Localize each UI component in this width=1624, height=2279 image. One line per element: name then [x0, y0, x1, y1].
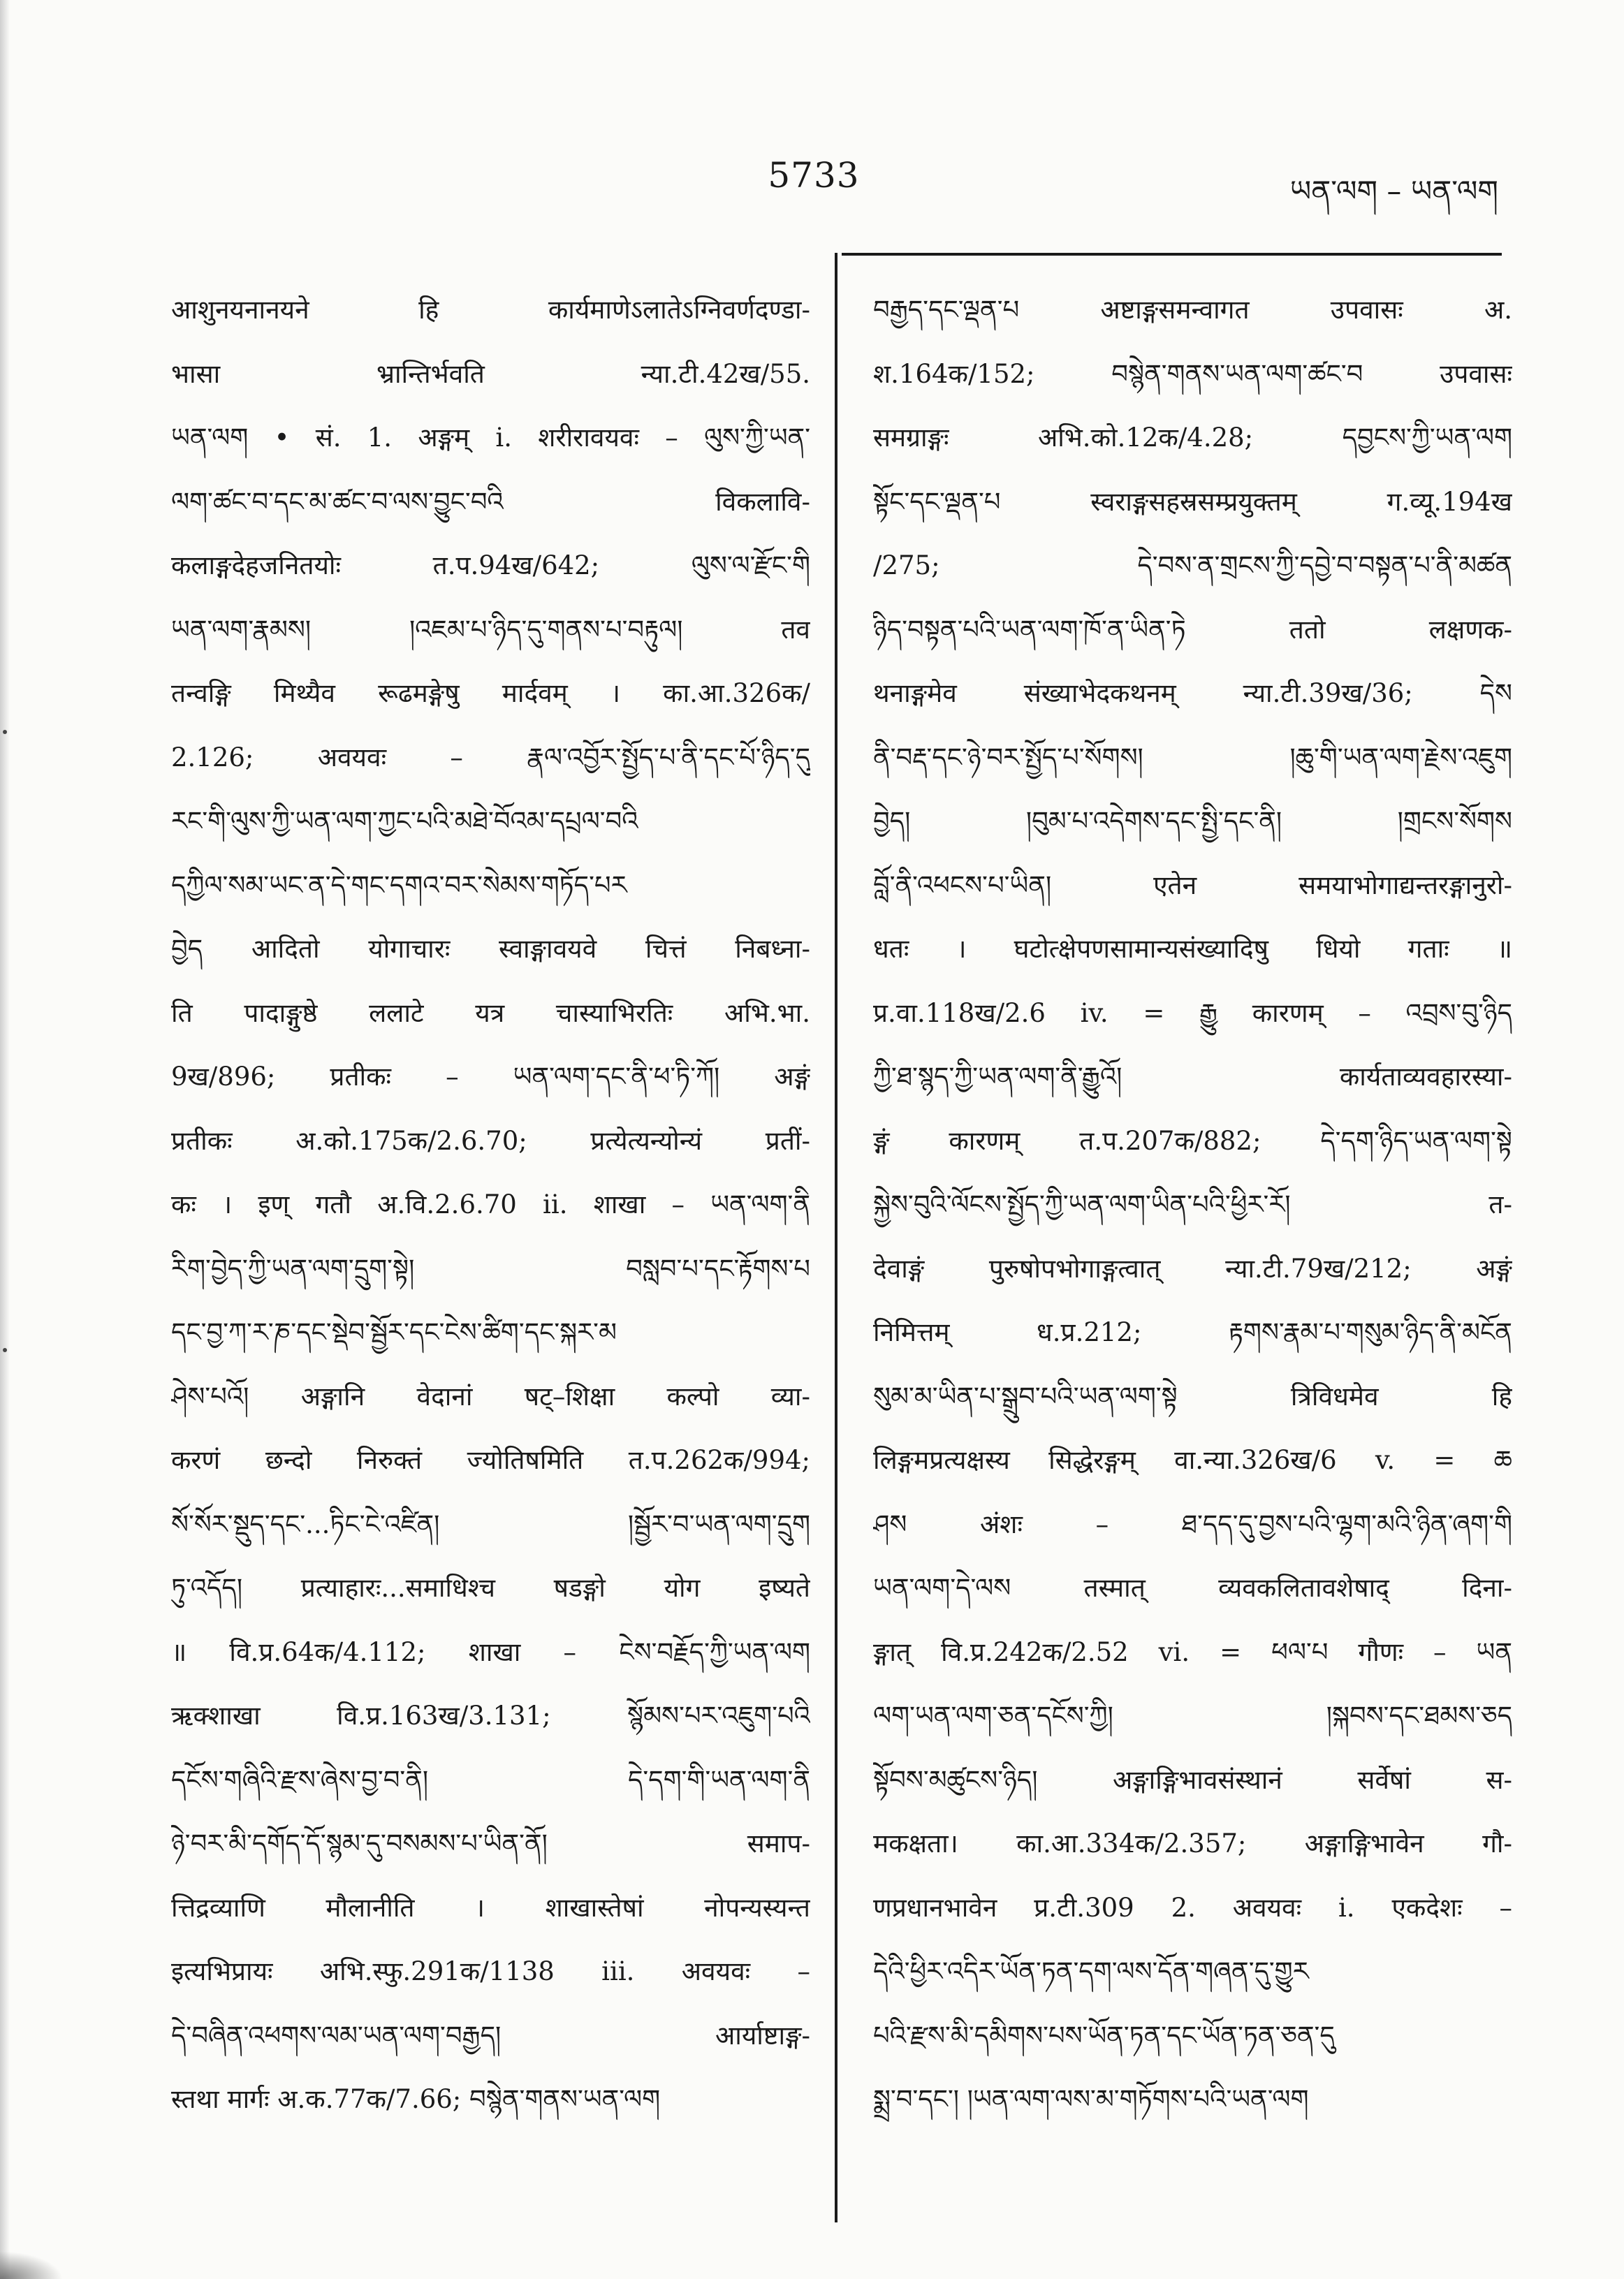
- text-line: དེ་བཞིན་འཕགས་ལམ་ཡན་ལག་བརྒྱད། आर्याष्टाङ्ग-: [171, 2020, 810, 2051]
- text-line: समग्राङ्गः अभि.को.12क/4.28; དབྱངས་ཀྱི་ཡན་ལག: [873, 423, 1512, 453]
- text-line: ཤེས་པའོ། अङ्गानि वेदानां षट्–शिक्षा कल्पो व्या-: [171, 1381, 810, 1412]
- text-line: བརྒྱད་དང་ལྡན་པ अष्टाङ्गसमन्वागत उपवासः अ.: [873, 295, 1512, 325]
- text-line: ལག་ཚང་བ་དང་མ་ཚང་བ་ལས་བྱུང་བའི विकलावि-: [171, 486, 810, 517]
- text-line: སྐྱེས་བུའི་ལོངས་སྤྱོད་ཀྱི་ཡན་ལག་ཡིན་པའི་ཕྱིར་རོ། त-: [873, 1189, 1512, 1219]
- text-line: སོ་སོར་སྡུད་དང་...ཏིང་ངེ་འཛིན། །སྦྱོར་བ་ཡན་ལག་དྲུག: [171, 1509, 810, 1539]
- margin-mark: [3, 1348, 7, 1352]
- text-line: དང་བྱ་ཀ་ར་ཎ་དང་སྡེབ་སྦྱོར་དང་ངེས་ཚིག་དང་སྐར་མ: [171, 1317, 617, 1347]
- text-line: करणं छन्दो निरुक्तं ज्योतिषमिति त.प.262क/994;: [171, 1445, 810, 1475]
- text-line: ऋक्शाखा वि.प्र.163ख/3.131; སྙོམས་པར་འཇུག་པའི: [171, 1701, 810, 1731]
- text-line: ཡན་ལག • सं. 1. अङ्गम् i. शरीरावयवः – ལུས་ཀྱི་ཡན་: [171, 423, 810, 453]
- text-line: ཡན་ལག་རྣམས། །འཇམ་པ་ཉིད་དུ་གནས་པ་བརྟུལ། तव: [171, 614, 810, 645]
- text-line: लिङ्गमप्रत्यक्षस्य सिद्धेरङ्गम् वा.न्या.326ख/6 v. = ཆ: [873, 1445, 1512, 1475]
- text-line: ङ्गं कारणम् त.प.207क/882; དེ་དག་ཉིད་ཡན་ལག་སྟེ: [873, 1125, 1512, 1156]
- text-line: སྟོང་དང་ལྡན་པ स्वराङ्गसहस्रसम्प्रयुक्तम् ग.व्यू.194ख: [873, 486, 1512, 517]
- margin-mark: [3, 730, 7, 734]
- column-divider: [835, 253, 837, 2222]
- scan-corner-smudge: [0, 2251, 63, 2279]
- text-line: धतः । घटोत्क्षेपणसामान्यसंख्यादिषु धियो गताः ॥: [873, 934, 1512, 964]
- text-line: སྨྲ་བ་དང་། །ཡན་ལག་ལས་མ་གཏོགས་པའི་ཡན་ལག: [873, 2084, 1309, 2114]
- text-line: པའི་རྫས་མི་དམིགས་པས་ཡོན་ཏན་དང་ཡོན་ཏན་ཅན་དུ: [873, 2020, 1335, 2051]
- text-line: ति पादाङ्गुष्ठे ललाटे यत्र चास्याभिरतिः अभि.भा.: [171, 997, 810, 1028]
- text-line: भासा भ्रान्तिर्भवति न्या.टी.42ख/55.: [171, 358, 810, 389]
- right-column: [873, 278, 1512, 2132]
- text-line: ॥ वि.प्र.64क/4.112; शाखा – ངེས་བརྗོད་ཀྱི་ཡན་ལག: [171, 1636, 810, 1667]
- scan-edge-shadow: [0, 0, 10, 2279]
- text-line: 9ख/896; प्रतीकः – ཡན་ལག་དང་ནི་ཕ་ཏི་ཀོ། अङ्गं: [171, 1062, 810, 1092]
- text-line: आशुनयनानयने हि कार्यमाणेऽलातेऽग्निवर्णदण्डा-: [171, 295, 810, 325]
- text-line: मकक्षता। का.आ.334क/2.357; अङ्गाङ्गिभावेन गौ-: [873, 1829, 1512, 1859]
- text-line: ནི་བརྡ་དང་ཉེ་བར་སྤྱོད་པ་སོགས། །ཆུ་གི་ཡན་ལག་རྗེས་འཇུག: [873, 742, 1512, 772]
- page-number: 5733: [768, 155, 860, 196]
- text-line: स्तथा मार्गः अ.क.77क/7.66; བསྙེན་གནས་ཡན་ལག: [171, 2084, 661, 2114]
- text-line: प्र.वा.118ख/2.6 iv. = རྒྱུ कारणम् – འབྲས་བུ་ཉིད: [873, 997, 1512, 1028]
- text-line: སྟོབས་མཚུངས་ཉིད། अङ्गाङ्गिभावसंस्थानं सर्वेषां स-: [873, 1764, 1512, 1795]
- text-line: བློ་ནི་འཕངས་པ་ཡིན། एतेन समयाभोगाद्यन्तरङ्गानुरो-: [873, 870, 1512, 900]
- text-line: རིག་བྱེད་ཀྱི་ཡན་ལག་དྲུག་སྟེ། བསླབ་པ་དང་རྟོགས་པ: [171, 1253, 810, 1284]
- text-line: त्तिद्रव्याणि मौलानीति । शाखास्तेषां नोपन्यस्यन्त: [171, 1892, 810, 1923]
- text-line: ཤས अंशः – ཐ་དད་དུ་བྱས་པའི་ལྷག་མའི་ཉིན་ཞག་གི: [873, 1509, 1512, 1539]
- text-line: བྱེད आदितो योगाचारः स्वाङ्गावयवे चित्तं निबध्ना-: [171, 934, 810, 964]
- text-line: ङ्गात् वि.प्र.242क/2.52 vi. = ཕལ་པ गौणः – ཡན: [873, 1636, 1512, 1667]
- text-line: श.164क/152; བསྙེན་གནས་ཡན་ལག་ཚང་བ उपवासः: [873, 358, 1512, 389]
- text-line: णप्रधानभावेन प्र.टी.309 2. अवयवः i. एकदेशः –: [873, 1892, 1512, 1923]
- text-line: དེའི་ཕྱིར་འདིར་ཡོན་ཏན་དག་ལས་དོན་གཞན་དུ་གྱུར: [873, 1956, 1309, 1986]
- text-line: ཀྱི་ཐ་སྙད་ཀྱི་ཡན་ལག་ནི་རྒྱུའོ། कार्यताव्यवहारस्या-: [873, 1062, 1512, 1092]
- text-line: इत्यभिप्रायः अभि.स्फु.291क/1138 iii. अवयवः –: [171, 1956, 810, 1986]
- text-line: ཡན་ལག་དེ་ལས तस्मात् व्यवकलितावशेषाद् दिना-: [873, 1573, 1512, 1603]
- headword-guide: ཡན་ལག – ཡན་ལག: [1289, 174, 1498, 208]
- text-line: कलाङ्गदेहजनितयोः त.प.94ख/642; ལུས་ལ་རྫོང་གི: [171, 550, 810, 580]
- text-line: /275; དེ་བས་ན་གྲངས་ཀྱི་དབྱེ་བ་བསྟན་པ་ནི་མཚན: [873, 550, 1512, 580]
- text-line: བྱེད། །བུམ་པ་འདེགས་དང་སྤྱི་དང་ནི། །གྲངས་སོགས: [873, 806, 1512, 836]
- text-line: 2.126; अवयवः – རྣལ་འབྱོར་སྤྱོད་པ་ནི་དང་པོ་ཉིད་དུ: [171, 742, 810, 772]
- text-line: རང་གི་ལུས་ཀྱི་ཡན་ལག་ཀྱང་པའི་མཐེ་བོའམ་དཔྲལ་བའི: [171, 806, 638, 836]
- text-line: ལག་ཡན་ལག་ཅན་དངོས་ཀྱི། །སྐབས་དང་ཐམས་ཅད: [873, 1701, 1512, 1731]
- text-line: निमित्तम् ध.प्र.212; རྟགས་རྣམ་པ་གསུམ་ཉིད་ནི་མངོན: [873, 1317, 1512, 1347]
- header-rule: [842, 253, 1502, 256]
- text-line: དངོས་གཞིའི་རྫས་ཞེས་བྱ་བ་ནི། དེ་དག་གི་ཡན་ལག་ནི: [171, 1764, 810, 1795]
- left-column: [171, 278, 810, 2132]
- text-line: देवाङ्गं पुरुषोपभोगाङ्गत्वात् न्या.टी.79ख/212; अङ्गं: [873, 1253, 1512, 1284]
- text-line: ཏུ་འདོད། प्रत्याहारः...समाधिश्च षडङ्गो योग इष्यते: [171, 1573, 810, 1603]
- text-line: प्रतीकः अ.को.175क/2.6.70; प्रत्येत्यन्योन्यं प्रतीं-: [171, 1125, 810, 1156]
- text-line: ཉིད་བསྟན་པའི་ཡན་ལག་ཁོ་ན་ཡིན་ཏེ ततो लक्षणक-: [873, 614, 1512, 645]
- text-line: तन्वङ्गि मिथ्यैव रूढमङ्गेषु मार्दवम् । का.आ.326क/: [171, 678, 810, 708]
- text-line: སུམ་མ་ཡིན་པ་སྒྲུབ་པའི་ཡན་ལག་སྟེ त्रिविधमेव हि: [873, 1381, 1512, 1412]
- text-line: थनाङ्गमेव संख्याभेदकथनम् न्या.टी.39ख/36; དེས: [873, 678, 1512, 708]
- text-line: कः । इण् गतौ अ.वि.2.6.70 ii. शाखा – ཡན་ལག་ནི: [171, 1189, 810, 1219]
- text-line: དཀྱིལ་སམ་ཡང་ན་དེ་གང་དགའ་བར་སེམས་གཏོད་པར: [171, 870, 627, 900]
- text-line: ཉེ་བར་མི་དགོད་དོ་སྙམ་དུ་བསམས་པ་ཡིན་ནོ། समाप-: [171, 1829, 810, 1859]
